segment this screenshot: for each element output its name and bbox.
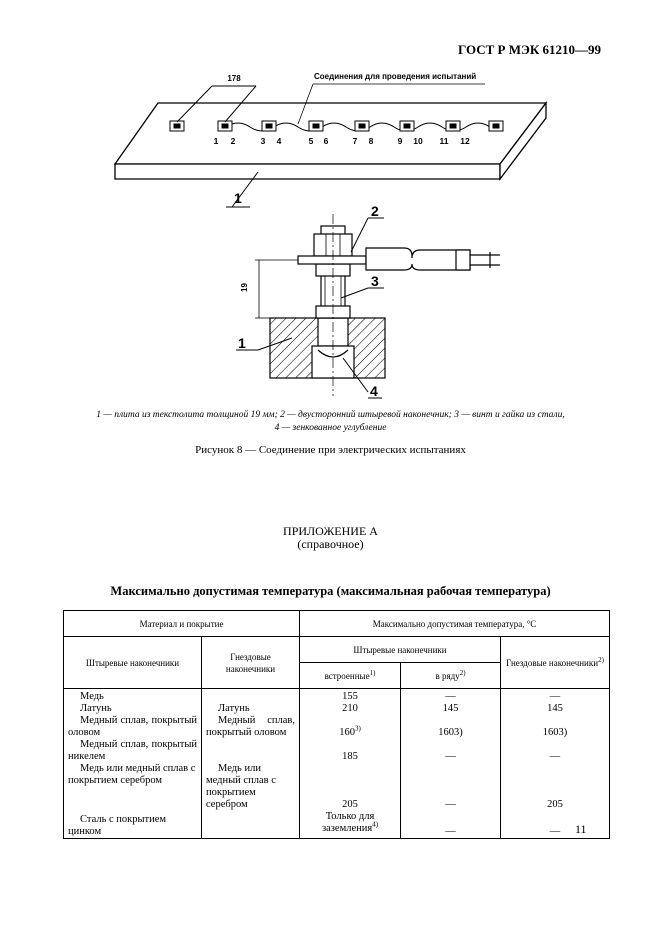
page-number: 11 (575, 822, 587, 836)
appendix-subtitle: (справочное) (297, 537, 364, 551)
header-pin-terminals: Штыревые наконечники (64, 637, 202, 689)
dimension-178: 178 (227, 74, 241, 83)
header-material: Материал и покрытие (64, 611, 300, 637)
table-row: Медь или медный сплав с покрытием серебром Медь или медный сплав с покрытием серебром 205 — 205 (64, 763, 610, 811)
table-row: Медный сплав, покрытый оловом Медный сплав, покрытый оловом 160$^{3)}$ 1603) 1603) (64, 715, 610, 739)
callout-4: 4 (370, 383, 378, 399)
header-builtin: встроенные$^{1)}$ (300, 663, 401, 689)
callout-1-top: 1 (234, 190, 242, 206)
svg-text:6: 6 (323, 136, 329, 146)
svg-text:8: 8 (368, 136, 374, 146)
svg-text:1: 1 (213, 136, 219, 146)
callout-3: 3 (371, 273, 379, 289)
table-row: Медь 155 — — (64, 689, 610, 704)
svg-text:10: 10 (413, 136, 423, 146)
svg-text:12: 12 (460, 136, 470, 146)
table-row: Медный сплав, покрытый никелем 185 — — (64, 739, 610, 763)
table-row: Латунь Латунь 210 145 145 (64, 703, 610, 715)
plate-drawing (115, 84, 546, 207)
connection-label: Соединения для проведения испытаний (314, 72, 477, 81)
callout-1-section: 1 (238, 335, 246, 351)
dimension-19: 19 (240, 283, 249, 292)
header-max-temp: Максимально допустимая температура, °С (300, 611, 610, 637)
table-row: Сталь с покрытием цинком Только для заземления$^{4)}$ — — (64, 811, 610, 839)
temperature-table (63, 610, 610, 839)
header-in-row: в ряду$^{2)}$ (401, 663, 501, 689)
callout-2: 2 (371, 203, 379, 219)
svg-text:9: 9 (397, 136, 403, 146)
figure-caption: Рисунок 8 — Соединение при электрических испытаниях (195, 444, 466, 456)
svg-text:4: 4 (276, 136, 282, 146)
figure-legend-line-2: 4 — зенкованное углубление (274, 423, 387, 433)
section-drawing (236, 214, 500, 398)
figure-8 (0, 0, 661, 410)
header-socket-temp: Гнездовые наконечники$^{2)}$ (501, 637, 610, 689)
table-title: Максимально допустимая температура (максимальная рабочая температура) (110, 584, 551, 598)
header-pin-temp-group: Штыревые наконечники (300, 637, 501, 663)
svg-text:11: 11 (439, 136, 449, 146)
document-code: ГОСТ Р МЭК 61210—99 (458, 42, 601, 57)
header-socket-terminals: Гнездовые наконечники (202, 637, 300, 689)
svg-text:3: 3 (260, 136, 266, 146)
svg-text:7: 7 (352, 136, 358, 146)
svg-text:5: 5 (308, 136, 314, 146)
appendix-title: ПРИЛОЖЕНИЕ А (283, 524, 378, 538)
figure-legend-line-1: 1 — плита из текстолита толщиной 19 мм; 2 — двусторонний штыревой наконечник; 3 — винт и гайка из стали, (96, 410, 565, 420)
svg-text:2: 2 (230, 136, 236, 146)
